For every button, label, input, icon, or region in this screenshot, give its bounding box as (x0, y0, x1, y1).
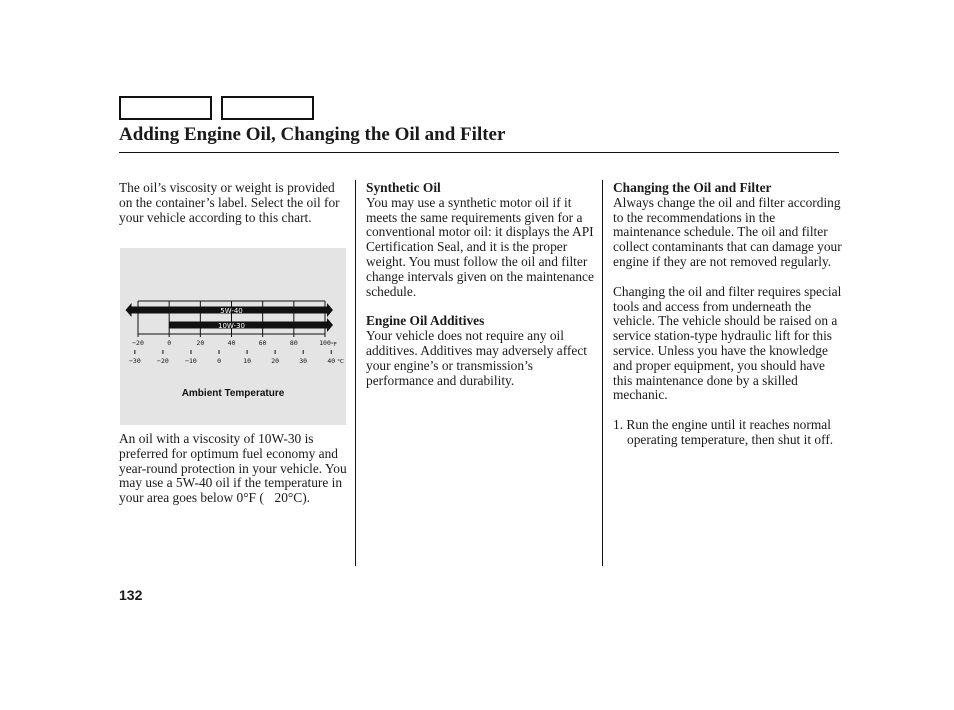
additives-body: Your vehicle does not require any oil additives. Additives may adversely affect your engine’s or transmission’s performance and durability. (366, 328, 588, 388)
viscosity-intro: The oil’s viscosity or weight is provided on the container’s label. Select the oil for your vehicle according to this chart. (119, 180, 340, 225)
additives-heading: Engine Oil Additives (366, 313, 485, 329)
title-rule (119, 152, 839, 153)
chart-xlabel: Ambient Temperature (181, 388, 285, 399)
column-divider (602, 180, 603, 566)
synthetic-oil-heading: Synthetic Oil (366, 180, 441, 195)
column-left (119, 181, 349, 225)
tick-label-c: 0 (217, 357, 221, 365)
tick-label-c: 10 (243, 357, 251, 365)
tick-label-c: 20 (271, 357, 280, 365)
synthetic-oil-body: You may use a synthetic motor oil if it meets the same requirements given for a conventional motor oil: it displays the API Certification Seal, and it is the proper weight. You must follow the oil and filter change intervals given on the maintenance schedule. (366, 194, 594, 299)
tick-label-c: −10 (185, 357, 197, 365)
tick-label-f: 0 (167, 339, 172, 347)
tick-label-f: −20 (132, 339, 144, 347)
tick-label-f: 20 (196, 339, 205, 347)
unit-label-c: °C (337, 359, 344, 365)
tick-label-c: −20 (157, 357, 169, 365)
step-1: 1. Run the engine until it reaches normal operating temperature, then shut it off. (613, 417, 834, 447)
viscosity-bar (169, 318, 333, 332)
column-middle (366, 181, 601, 388)
tick-label-c: 30 (299, 357, 308, 365)
viscosity-chart-svg (120, 248, 346, 425)
page-title: Adding Engine Oil, Changing the Oil and Filter (119, 124, 506, 145)
tick-label-f: 100 (319, 339, 331, 347)
tick-label-f: 80 (289, 339, 298, 347)
section-tab-box (119, 96, 212, 120)
viscosity-chart (120, 248, 346, 425)
section-tab-box (221, 96, 314, 120)
tick-label-c: 40 (327, 357, 336, 365)
tick-label-f: 60 (258, 339, 267, 347)
column-right (613, 181, 843, 448)
unit-label-f: °F (331, 342, 337, 348)
changing-oil-heading: Changing the Oil and Filter (613, 180, 772, 195)
column-divider (355, 180, 356, 566)
viscosity-bar-label: 10W-30 (218, 322, 245, 330)
viscosity-recommendation: An oil with a viscosity of 10W-30 is preferred for optimum fuel economy and year-round protection in your vehicle. You may use a 5W-40 oil if the temperature in your area goes below 0°F ( 20°C). (119, 431, 347, 506)
changing-oil-body: Always change the oil and filter according to the recommendations in the maintenance schedule. The oil and filter collect contaminants that can damage your engine if they are not removed regularly. (613, 194, 842, 269)
page-number: 132 (119, 587, 143, 603)
viscosity-bar-label: 5W-40 (220, 307, 243, 315)
column-left-bottom (119, 432, 349, 506)
tick-label-f: 40 (227, 339, 236, 347)
special-tools-body: Changing the oil and filter requires special tools and access from underneath the vehicle. The vehicle should be raised on a service station-type hydraulic lift for this service. Unless you have the knowledge and proper equipment, you should have this maintenance done by a skilled mechanic. (613, 283, 842, 403)
tick-label-c: −30 (129, 357, 141, 365)
